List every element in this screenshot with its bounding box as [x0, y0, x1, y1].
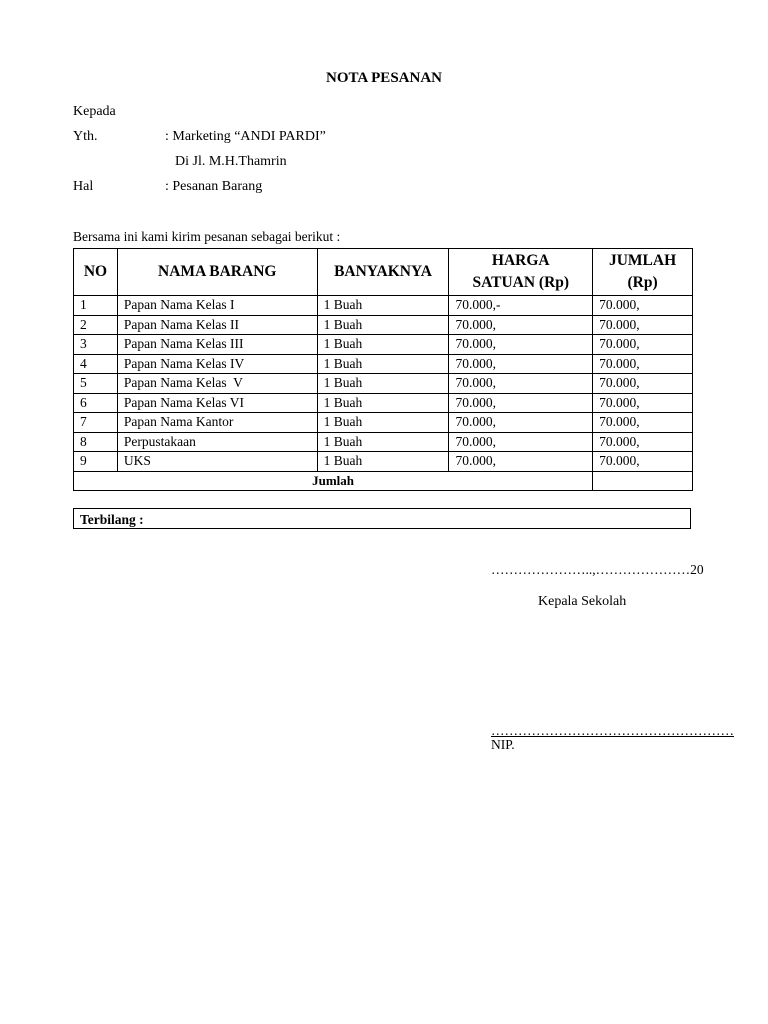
cell-harga: 70.000, [449, 413, 593, 433]
cell-harga: 70.000,- [449, 296, 593, 316]
subject-line [73, 179, 262, 195]
cell-banyak: 1 Buah [317, 296, 449, 316]
cell-jumlah: 70.000, [593, 354, 693, 374]
hal-label: Hal [73, 179, 94, 194]
table-row [74, 413, 693, 433]
signature-role: Kepala Sekolah [538, 594, 627, 609]
table-row [74, 374, 693, 394]
table-row [74, 335, 693, 355]
cell-banyak: 1 Buah [317, 315, 449, 335]
cell-nama: UKS [117, 452, 317, 472]
cell-harga: 70.000, [449, 354, 593, 374]
header-no: NO [74, 249, 118, 296]
cell-no: 9 [74, 452, 118, 472]
header-nama-barang: NAMA BARANG [117, 249, 317, 296]
header-jumlah-line2: (Rp) [627, 274, 658, 291]
cell-nama: Papan Nama Kelas III [117, 335, 317, 355]
header-harga-satuan [449, 249, 593, 296]
cell-jumlah: 70.000, [593, 296, 693, 316]
cell-banyak: 1 Buah [317, 354, 449, 374]
recipient-line [73, 129, 326, 145]
cell-harga: 70.000, [449, 393, 593, 413]
header-jumlah-line1: JUMLAH [608, 252, 677, 269]
table-row [74, 315, 693, 335]
cell-nama: Papan Nama Kelas II [117, 315, 317, 335]
hal-value: : Pesanan Barang [165, 179, 263, 194]
table-row [74, 393, 693, 413]
cell-no: 3 [74, 335, 118, 355]
cell-banyak: 1 Buah [317, 432, 449, 452]
cell-harga: 70.000, [449, 432, 593, 452]
signature-nip: NIP. [491, 737, 515, 752]
cell-banyak: 1 Buah [317, 393, 449, 413]
yth-label: Yth. [73, 129, 98, 144]
total-label: Jumlah [74, 471, 593, 491]
total-value [593, 471, 693, 491]
table-row [74, 354, 693, 374]
table-row [74, 432, 693, 452]
cell-jumlah: 70.000, [593, 452, 693, 472]
cell-no: 5 [74, 374, 118, 394]
cell-no: 1 [74, 296, 118, 316]
yth-value: : Marketing “ANDI PARDI” [165, 129, 326, 144]
signature-line: ……………………………………………… [491, 723, 734, 738]
terbilang-label: Terbilang : [80, 512, 144, 527]
recipient-intro: Kepada [73, 104, 116, 119]
cell-no: 6 [74, 393, 118, 413]
cell-nama: Papan Nama Kelas VI [117, 393, 317, 413]
cell-nama: Papan Nama Kelas I [117, 296, 317, 316]
header-harga-line1: HARGA [491, 252, 550, 269]
cell-jumlah: 70.000, [593, 432, 693, 452]
cell-harga: 70.000, [449, 315, 593, 335]
table-total-row [74, 471, 693, 491]
header-jumlah [593, 249, 693, 296]
cell-jumlah: 70.000, [593, 335, 693, 355]
header-banyaknya: BANYAKNYA [317, 249, 449, 296]
signature-date: …………………..,…………………20 [491, 562, 704, 577]
table-header-row [74, 249, 693, 296]
cell-nama: Papan Nama Kelas V [117, 374, 317, 394]
cell-banyak: 1 Buah [317, 452, 449, 472]
cell-jumlah: 70.000, [593, 315, 693, 335]
cell-harga: 70.000, [449, 335, 593, 355]
recipient-address: Di Jl. M.H.Thamrin [175, 154, 287, 169]
intro-text: Bersama ini kami kirim pesanan sebagai berikut : [73, 229, 341, 244]
cell-jumlah: 70.000, [593, 413, 693, 433]
cell-no: 2 [74, 315, 118, 335]
cell-harga: 70.000, [449, 374, 593, 394]
cell-no: 8 [74, 432, 118, 452]
cell-banyak: 1 Buah [317, 413, 449, 433]
document-title: NOTA PESANAN [326, 70, 442, 86]
cell-nama: Papan Nama Kantor [117, 413, 317, 433]
cell-no: 4 [74, 354, 118, 374]
header-harga-line2: SATUAN (Rp) [472, 274, 570, 291]
table-row [74, 452, 693, 472]
terbilang-box [73, 508, 691, 529]
cell-harga: 70.000, [449, 452, 593, 472]
cell-jumlah: 70.000, [593, 393, 693, 413]
cell-no: 7 [74, 413, 118, 433]
cell-banyak: 1 Buah [317, 335, 449, 355]
table-row [74, 296, 693, 316]
order-table [73, 248, 693, 491]
cell-banyak: 1 Buah [317, 374, 449, 394]
cell-nama: Perpustakaan [117, 432, 317, 452]
cell-jumlah: 70.000, [593, 374, 693, 394]
cell-nama: Papan Nama Kelas IV [117, 354, 317, 374]
